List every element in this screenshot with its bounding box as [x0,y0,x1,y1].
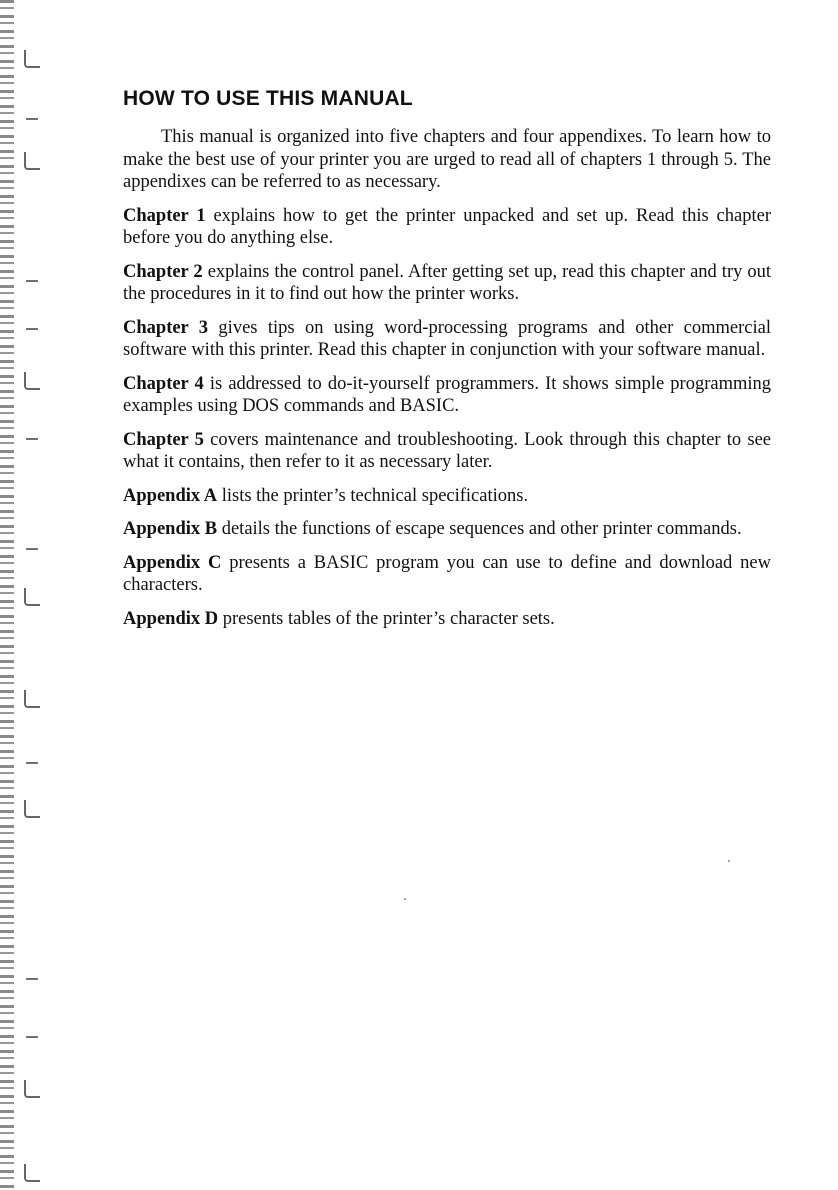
section-lead: Chapter 5 [123,429,204,450]
section-lead: Chapter 3 [123,317,209,338]
margin-mark [26,762,38,764]
margin-mark [24,50,40,68]
section-lead: Chapter 1 [123,205,206,226]
page-title: HOW TO USE THIS MANUAL [123,87,413,110]
chapter-4-paragraph [123,373,771,418]
margin-mark [24,800,40,818]
section-lead: Appendix A [123,485,218,506]
section-text: covers maintenance and troubleshooting. Look through this chapter to see what it contains, then refer to it as necessary later. [123,429,771,472]
appendix-d-paragraph [123,608,771,631]
section-text: gives tips on using word-processing programs and other commercial software with this printer. Read this chapter in conjunction with your software manual. [123,317,771,360]
margin-mark [26,438,38,440]
section-text: explains the control panel. After getting set up, read this chapter and try out the procedures in it to find out how the printer works. [123,261,771,304]
margin-mark [26,548,38,550]
margin-mark [26,1036,38,1038]
section-text: presents tables of the printer’s character sets. [218,608,555,629]
chapter-3-paragraph [123,317,771,362]
scan-speck [728,860,730,862]
manual-page [123,84,771,641]
margin-mark [26,328,38,330]
section-text: explains how to get the printer unpacked and set up. Read this chapter before you do anything else. [123,205,771,248]
section-text: presents a BASIC program you can use to define and download new characters. [123,552,771,595]
section-text: details the functions of escape sequences and other printer commands. [217,519,742,539]
margin-mark [24,372,40,390]
section-lead: Appendix C [123,552,222,573]
margin-mark [24,588,40,606]
section-text: lists the printer’s technical specifications. [217,485,529,506]
intro-paragraph: This manual is organized into five chapters and four appendixes. To learn how to make the best use of your printer you are urged to read all of chapters 1 through 5. The appendixes can be referred to as necessary. [123,127,771,192]
chapter-2-paragraph [123,261,771,306]
chapter-1-paragraph [123,205,771,250]
margin-mark [24,690,40,708]
margin-mark [24,1080,40,1098]
section-text: is addressed to do-it-yourself programmers. It shows simple programming examples using DOS commands and BASIC. [123,373,771,416]
margin-mark [26,118,38,120]
section-lead: Chapter 2 [123,261,203,282]
margin-mark [26,978,38,980]
chapter-5-paragraph [123,429,771,474]
margin-mark [26,280,38,282]
section-lead: Appendix B [123,519,218,539]
appendix-c-paragraph [123,552,771,597]
scan-speck [404,898,406,900]
section-lead: Appendix D [123,608,219,629]
margin-mark [24,1164,40,1182]
margin-mark [24,152,40,170]
appendix-b-paragraph [123,518,771,541]
scan-binding-edge [0,0,14,1190]
section-lead: Chapter 4 [123,373,204,394]
appendix-a-paragraph [123,485,771,508]
